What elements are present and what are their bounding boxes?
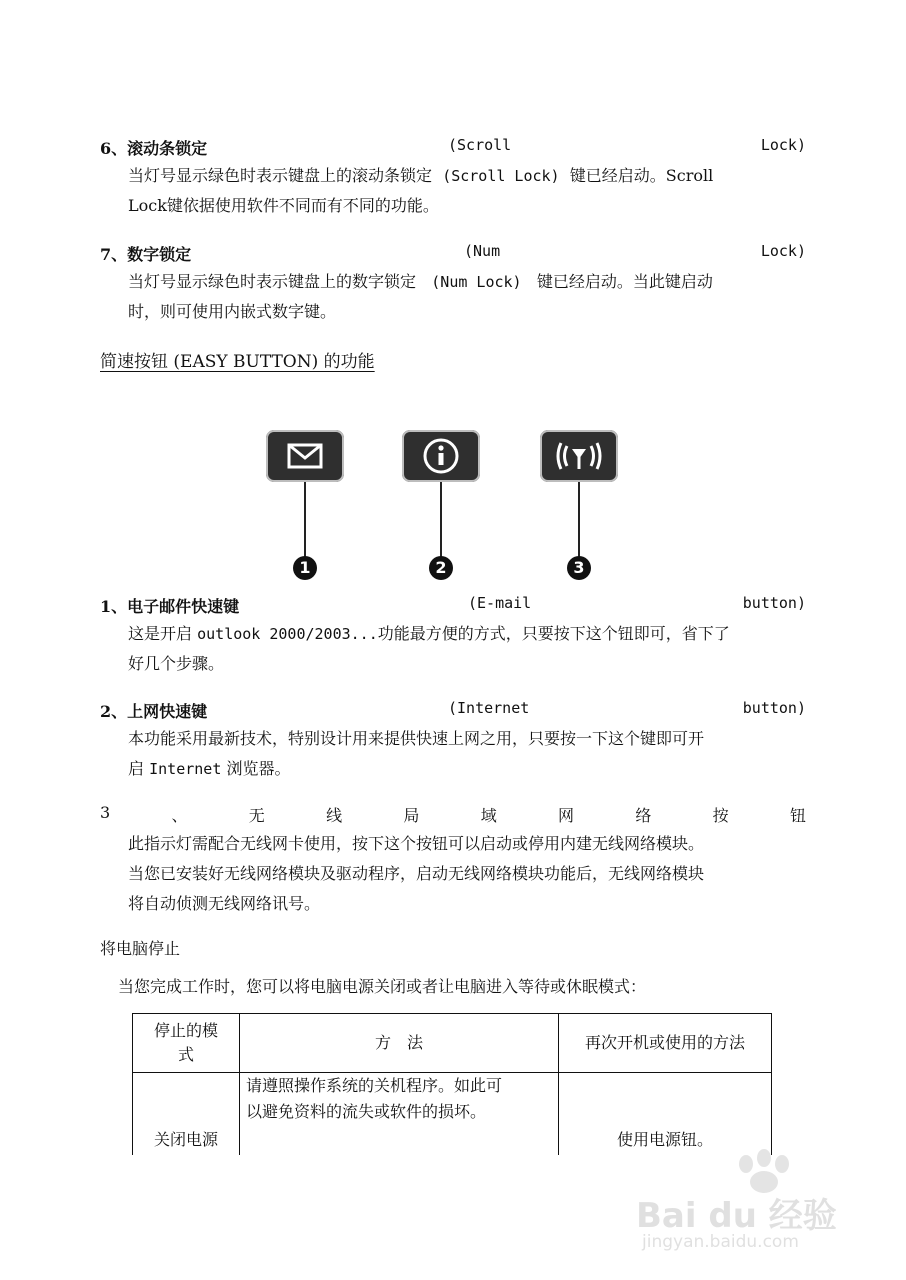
info-icon	[402, 430, 480, 482]
indicator-7-en-left: (Num	[464, 242, 501, 260]
table-row	[133, 1073, 772, 1156]
watermark-brand: Bai du 经验	[636, 1196, 837, 1236]
wireless-heading-char: 按	[712, 806, 729, 825]
baidu-jingyan-watermark	[636, 1148, 866, 1258]
indicator-6-en-right: Lock)	[760, 136, 806, 154]
table-cell-method: 请遵照操作系统的关机程序。如此可 以避免资料的流失或软件的损坏。	[240, 1073, 559, 1156]
wireless-heading-char: 钮	[789, 806, 806, 825]
wireless-heading-char: 络	[635, 806, 652, 825]
email-button-en-right: button)	[742, 594, 806, 612]
wireless-button-heading	[100, 803, 806, 826]
wireless-heading-char: 域	[480, 806, 497, 825]
wireless-heading-char: 线	[326, 806, 343, 825]
indicator-7-title: 7、数字锁定	[100, 245, 192, 264]
email-button-heading	[100, 594, 806, 620]
shutdown-intro: 当您完成工作时，您可以将电脑电源关闭或者让电脑进入等待或休眠模式：	[118, 977, 647, 996]
internet-easy-button	[402, 430, 480, 482]
callout-line-3	[578, 482, 580, 558]
table-cell-restart: 使用电源钮。	[559, 1073, 772, 1156]
email-easy-button	[266, 430, 344, 482]
indicator-6-heading	[100, 136, 806, 162]
wireless-easy-button	[540, 430, 618, 482]
internet-button-description: 本功能采用最新技术，特别设计用来提供快速上网之用，只要按一下这个键即可开 启 Internet 浏览器。	[128, 729, 705, 778]
wireless-heading-char: 无	[248, 806, 265, 825]
email-button-en-left: (E-mail	[468, 594, 532, 612]
indicator-6-en-left: (Scroll	[448, 136, 512, 154]
wireless-heading-char: 局	[403, 806, 420, 825]
wireless-antenna-icon	[540, 430, 618, 482]
wireless-heading-char: 3	[100, 803, 111, 822]
shutdown-mode-table	[132, 1013, 772, 1155]
callout-line-2	[440, 482, 442, 558]
indicator-7-heading	[100, 242, 806, 268]
callout-number-2: 2	[429, 556, 453, 580]
watermark-url: jingyan.baidu.com	[642, 1232, 799, 1252]
wireless-heading-char: 、	[171, 806, 188, 825]
indicator-7-en-right: Lock)	[760, 242, 806, 260]
table-header-restart: 再次开机或使用的方法	[559, 1014, 772, 1073]
email-button-title: 1、电子邮件快速键	[100, 597, 240, 616]
indicator-6-title: 6、滚动条锁定	[100, 139, 208, 158]
callout-number-1: 1	[293, 556, 317, 580]
internet-button-en-left: (Internet	[448, 699, 530, 717]
callout-line-1	[304, 482, 306, 558]
indicator-7-description: 当灯号显示绿色时表示键盘上的数字锁定 (Num Lock) 键已经启动。当此键启动 时，则可使用内嵌式数字键。	[128, 272, 713, 321]
internet-button-heading	[100, 699, 806, 725]
wireless-button-description: 此指示灯需配合无线网卡使用，按下这个按钮可以启动或停用内建无线网络模块。 当您已安装好无线网络模块及驱动程序，启动无线网络模块功能后，无线网络模块 将自动侦测无线网络讯号。	[128, 834, 705, 913]
table-cell-mode: 关闭电源	[133, 1073, 240, 1156]
table-header-mode: 停止的模 式	[133, 1014, 240, 1073]
shutdown-section-title: 将电脑停止	[100, 939, 181, 958]
indicator-6-description: 当灯号显示绿色时表示键盘上的滚动条锁定 (Scroll Lock) 键已经启动。Scroll Lock键依据使用软件不同而有不同的功能。	[128, 166, 714, 215]
wireless-heading-char: 网	[558, 806, 575, 825]
internet-button-en-right: button)	[742, 699, 806, 717]
envelope-icon	[266, 430, 344, 482]
table-header-row	[133, 1014, 772, 1073]
email-button-description: 这是开启 outlook 2000/2003...功能最方便的方式，只要按下这个钮即可，省下了 好几个步骤。	[128, 624, 730, 673]
callout-number-3: 3	[567, 556, 591, 580]
internet-button-title: 2、上网快速键	[100, 702, 208, 721]
table-header-method: 方 法	[240, 1014, 559, 1073]
easy-button-section-title: 简速按钮 (EASY BUTTON) 的功能	[100, 352, 375, 372]
